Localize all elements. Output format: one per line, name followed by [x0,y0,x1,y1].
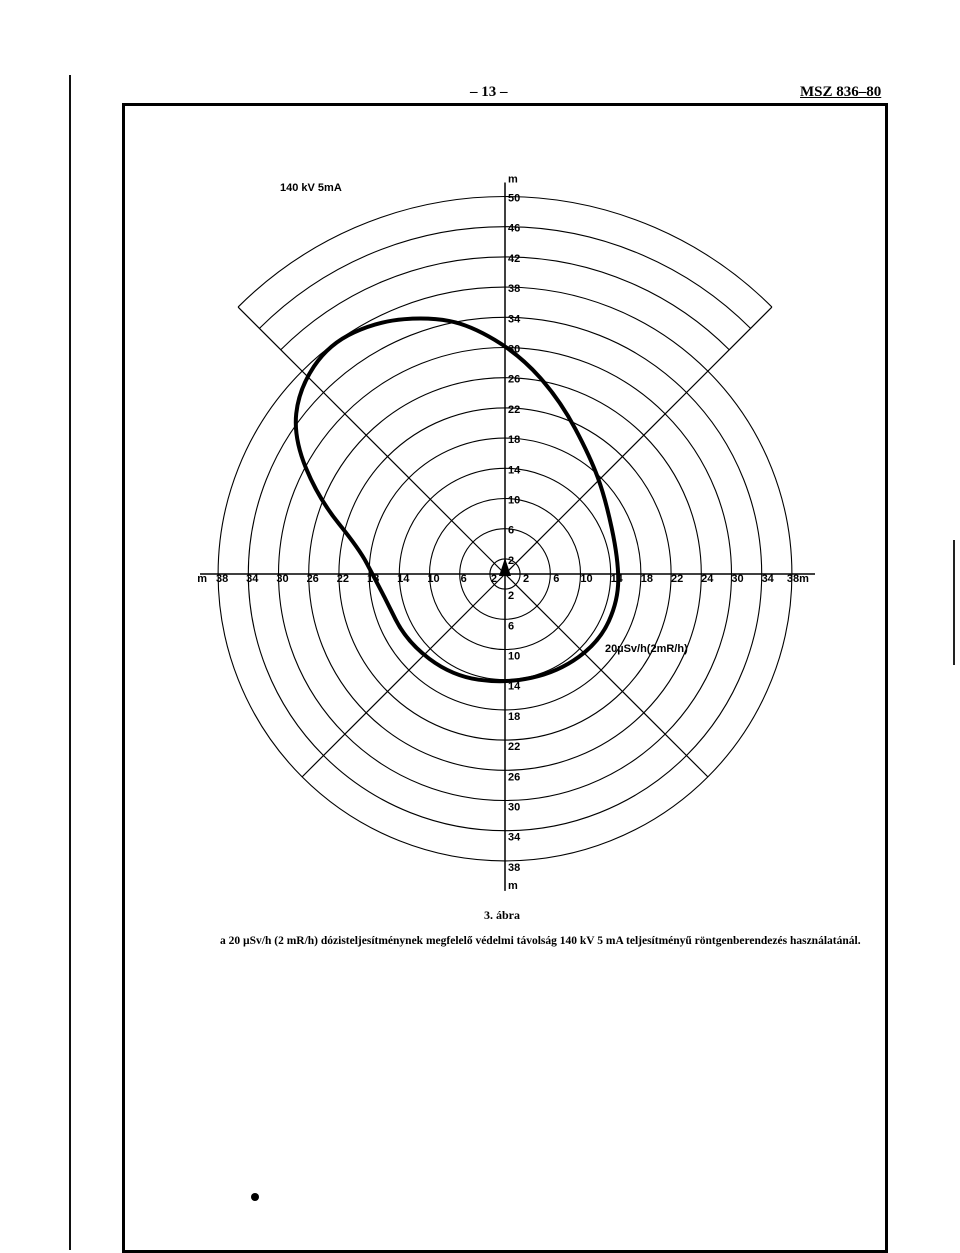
y-tick-label: 34 [508,831,521,844]
x-tick-label: 30 [276,573,289,585]
y-tick-label: 10 [508,650,521,663]
sector-line [505,307,772,574]
y-tick-label: 14 [508,464,521,477]
y-tick-label: 46 [508,222,521,235]
y-tick-label: 26 [508,373,521,386]
y-axis-unit: m [508,879,518,892]
y-tick-label: 30 [508,801,521,814]
x-tick-label: 22 [670,573,684,585]
y-tick-label: 22 [508,403,521,416]
y-tick-label: 30 [508,343,521,356]
y-tick-label: 42 [508,252,521,265]
y-tick-label: 6 [508,620,515,633]
y-tick-label: 22 [508,741,521,754]
y-tick-label: 38 [508,861,521,874]
x-tick-label: 38 [215,573,229,585]
x-tick-label: 2 [490,573,497,585]
isodose-label: 20µSv/h(2mR/h) [605,643,688,655]
x-tick-label: 10 [427,573,440,585]
y-tick-label: 26 [508,771,521,784]
y-tick-label: 18 [508,710,521,723]
x-axis-unit: m [197,573,207,585]
y-axis-unit: m [508,173,518,186]
y-tick-label: 14 [508,680,521,693]
x-tick-label: 2 [523,573,530,585]
x-tick-label: 38m [786,573,809,585]
y-tick-label: 38 [508,283,521,296]
sector-line [238,307,505,574]
page-number: – 13 – [470,84,508,100]
y-tick-label: 6 [508,524,515,537]
x-tick-label: 6 [460,573,467,585]
y-tick-label: 2 [508,590,515,603]
figure-caption: a 20 µSv/h (2 mR/h) dózisteljesítménynek megfelelő védelmi távolság 140 kV 5 mA teljesítményű röntgenberendezés használatánál. [220,935,861,947]
x-tick-label: 34 [761,573,774,585]
x-tick-label: 18 [366,573,380,585]
x-tick-label: 14 [610,573,623,585]
x-tick-label: 14 [397,573,410,585]
y-tick-label: 10 [508,494,521,507]
y-tick-label: 50 [508,192,521,205]
diagram-title: 140 kV 5mA [280,182,342,194]
x-tick-label: 24 [701,573,714,585]
x-tick-label: 26 [306,573,319,585]
x-tick-label: 10 [580,573,593,585]
figure-number: 3. ábra [484,908,520,922]
y-tick-label: 18 [508,434,521,447]
x-tick-label: 34 [246,573,259,585]
x-tick-label: 18 [640,573,654,585]
standard-number: MSZ 836–80 [800,84,882,100]
x-tick-label: 22 [336,573,350,585]
isodose-curve [296,319,618,682]
y-tick-label: 2 [508,554,515,567]
ink-dot [251,1193,259,1201]
x-tick-label: 30 [731,573,744,585]
y-tick-label: 34 [508,313,521,326]
x-tick-label: 6 [553,573,560,585]
